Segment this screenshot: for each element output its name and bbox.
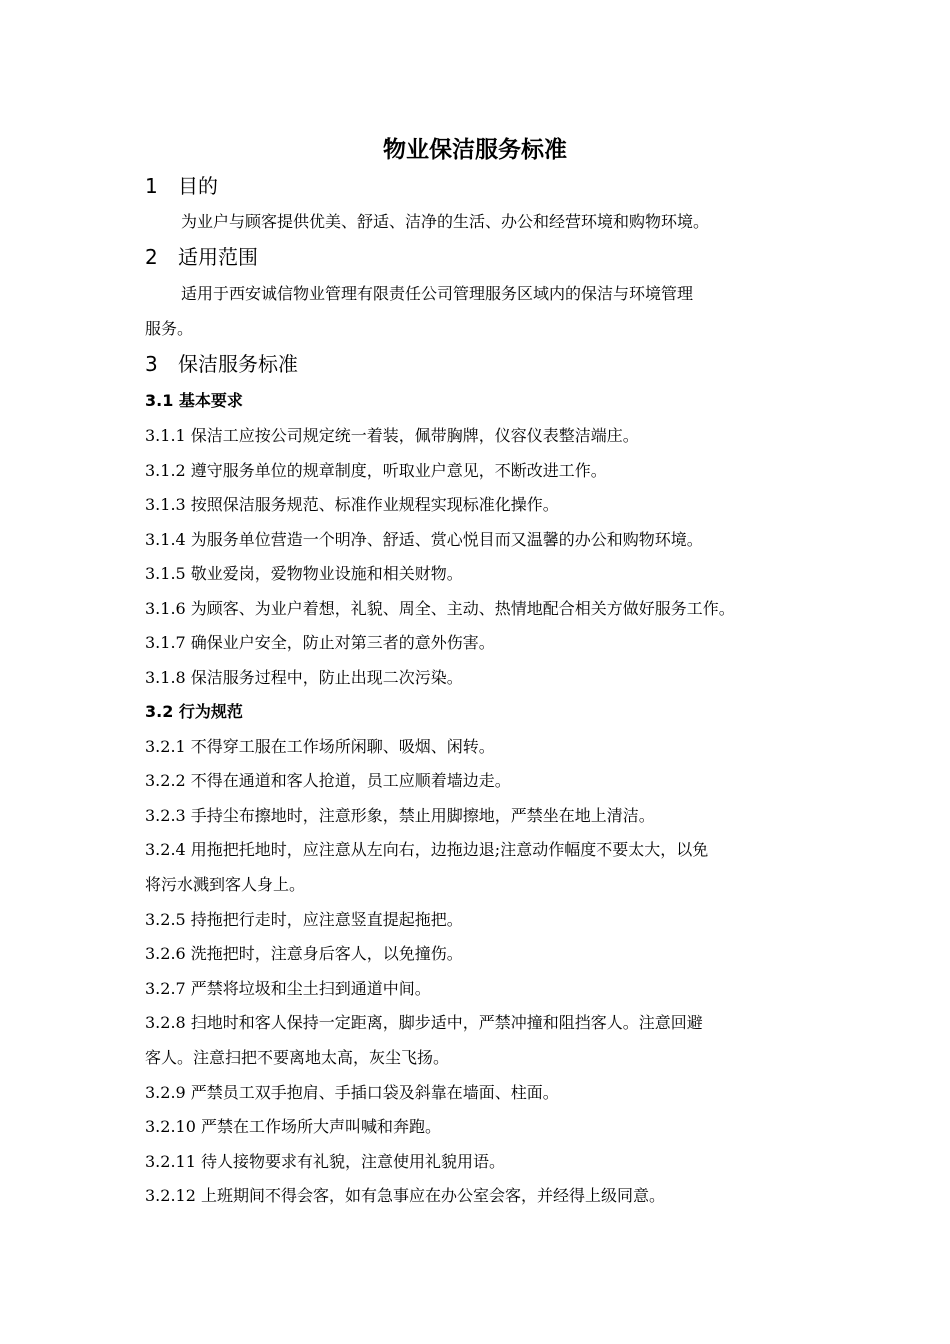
list-item: 3.1.2 遵守服务单位的规章制度，听取业户意见，不断改进工作。 — [145, 461, 607, 480]
list-item-continuation: 客人。注意扫把不要离地太高，灰尘飞扬。 — [145, 1048, 450, 1067]
section-number: 3 — [145, 352, 158, 376]
list-item: 3.2.8 扫地时和客人保持一定距离，脚步适中，严禁冲撞和阻挡客人。注意回避 — [145, 1013, 703, 1032]
list-item: 3.2.10 严禁在工作场所大声叫喊和奔跑。 — [145, 1117, 441, 1136]
list-item: 3.2.2 不得在通道和客人抢道，员工应顺着墙边走。 — [145, 771, 511, 790]
list-item: 3.2.3 手持尘布擦地时，注意形象，禁止用脚擦地，严禁坐在地上清洁。 — [145, 806, 655, 825]
list-item: 3.2.12 上班期间不得会客，如有急事应在办公室会客，并经得上级同意。 — [145, 1186, 665, 1205]
list-item: 3.1.1 保洁工应按公司规定统一着装，佩带胸牌，仪容仪表整洁端庄。 — [145, 426, 639, 445]
subsection-heading-basic: 3.1 基本要求 — [145, 391, 243, 410]
list-item: 3.2.5 持拖把行走时，应注意竖直提起拖把。 — [145, 910, 463, 929]
list-item: 3.1.8 保洁服务过程中，防止出现二次污染。 — [145, 668, 463, 687]
list-item: 3.1.3 按照保洁服务规范、标准作业规程实现标准化操作。 — [145, 495, 559, 514]
section-title: 适用范围 — [178, 245, 258, 269]
list-item: 3.2.11 待人接物要求有礼貌，注意使用礼貌用语。 — [145, 1152, 505, 1171]
section-title: 目的 — [178, 174, 218, 198]
list-item: 3.1.6 为顾客、为业户着想，礼貌、周全、主动、热情地配合相关方做好服务工作。 — [145, 599, 735, 618]
purpose-paragraph: 为业户与顾客提供优美、舒适、洁净的生活、办公和经营环境和购物环境。 — [181, 212, 710, 231]
section-title: 保洁服务标准 — [178, 352, 298, 376]
section-heading-purpose — [145, 171, 218, 201]
scope-paragraph-line: 适用于西安诚信物业管理有限责任公司管理服务区域内的保洁与环境管理 — [181, 284, 694, 303]
section-heading-standards — [145, 349, 298, 379]
list-item: 3.2.6 洗拖把时，注意身后客人，以免撞伤。 — [145, 944, 463, 963]
list-item-continuation: 将污水溅到客人身上。 — [145, 875, 306, 894]
list-item: 3.2.1 不得穿工服在工作场所闲聊、吸烟、闲转。 — [145, 737, 495, 756]
subsection-heading-conduct: 3.2 行为规范 — [145, 702, 243, 721]
scope-paragraph-line: 服务。 — [145, 319, 194, 338]
document-title: 物业保洁服务标准 — [383, 137, 567, 163]
section-number: 1 — [145, 174, 158, 198]
list-item: 3.2.9 严禁员工双手抱肩、手插口袋及斜靠在墙面、柱面。 — [145, 1083, 559, 1102]
list-item: 3.2.7 严禁将垃圾和尘土扫到通道中间。 — [145, 979, 431, 998]
list-item: 3.1.7 确保业户安全，防止对第三者的意外伤害。 — [145, 633, 495, 652]
list-item: 3.2.4 用拖把托地时，应注意从左向右，边拖边退;注意动作幅度不要太大，以免 — [145, 840, 709, 859]
section-heading-scope — [145, 242, 258, 272]
list-item: 3.1.4 为服务单位营造一个明净、舒适、赏心悦目而又温馨的办公和购物环境。 — [145, 530, 703, 549]
section-number: 2 — [145, 245, 158, 269]
list-item: 3.1.5 敬业爱岗，爱物物业设施和相关财物。 — [145, 564, 463, 583]
